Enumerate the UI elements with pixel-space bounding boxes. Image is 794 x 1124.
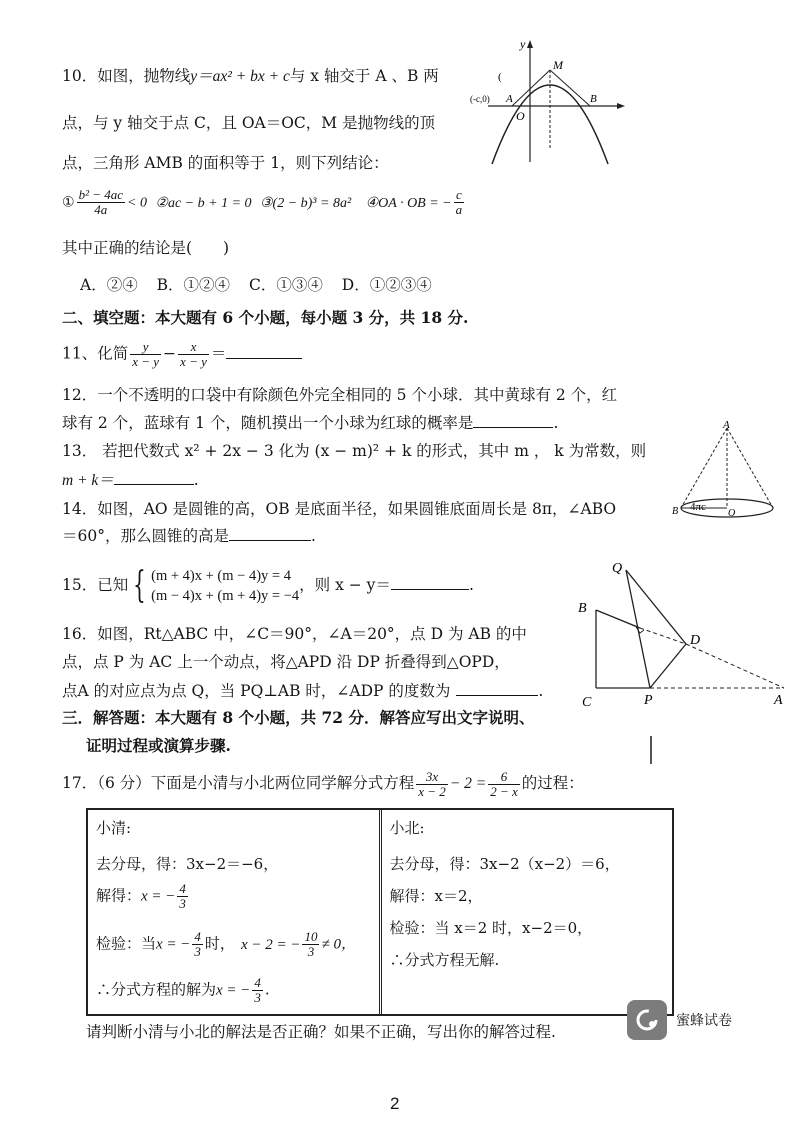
tri-label-a: A — [774, 693, 783, 708]
xiaobei-step2: 解得：x＝2， — [389, 887, 483, 905]
tri-label-d: D — [690, 633, 701, 648]
q15: 15．已知 { (m + 4)x + (m − 4)y = 4 (m − 4)x + (m + 4)y = −4 ，则 x − y＝ . — [62, 565, 474, 606]
xiaoqing-solution — [88, 810, 379, 1014]
q16-line2: 点，点 P 为 AC 上一个动点，将△APD 沿 DP 折叠得到△OPD， — [62, 653, 510, 671]
q14-line2: ＝60°，那么圆锥的高是 . — [62, 527, 316, 545]
xiaoqing-name: 小清: — [96, 819, 132, 837]
fig-handwritten-note: (-c,0) — [470, 94, 490, 104]
watermark-text: 蜜蜂试卷 — [676, 1013, 732, 1029]
fig-label-o: O — [516, 109, 525, 123]
xiaobei-name: 小北: — [389, 819, 425, 837]
q10-conclusions: ① $\frac{\text{b² − 4ac}}{4a}$ < 0 ②ac − b + 1 = 0 ③(2 − b)³ = 8a² ④OA · OB = − $\frac{c}{a}$ — [62, 187, 463, 217]
q17-footer: 请判断小清与小北的解法是否正确？如果不正确，写出你的解答过程. — [86, 1023, 556, 1041]
q14-answer-blank[interactable] — [229, 540, 311, 541]
page-number: 2 — [390, 1094, 400, 1113]
xiaoqing-step4: ∴分式方程的解为x = − $\frac{4}{3}$ . — [96, 975, 270, 1005]
q13-answer-blank[interactable] — [114, 484, 194, 485]
fig-label-y: y — [520, 37, 526, 51]
cone-figure — [672, 418, 782, 528]
fig-label-m: M — [553, 58, 563, 72]
q10-line2: 点，与 y 轴交于点 C，且 OA＝OC，M 是抛物线的顶 — [62, 114, 436, 132]
xiaobei-step1: 去分母，得：3x−2（x−2）＝6， — [389, 855, 620, 873]
cone-label-b: B — [672, 506, 679, 517]
q16-line3: 点A 的对应点为点 Q，当 PQ⊥AB 时，∠ADP 的度数为 . — [62, 682, 544, 700]
section-3-heading: 三．解答题：本大题有 8 个小题，共 72 分．解答应写出文字说明、 — [62, 708, 535, 727]
cone-label-o: O — [728, 508, 736, 519]
option-a: A．②④ — [80, 276, 138, 294]
tri-label-p: P — [644, 693, 653, 708]
cone-handwritten-note: 4πc — [690, 501, 706, 513]
q12-answer-blank[interactable] — [473, 427, 553, 428]
q15-answer-blank[interactable] — [391, 589, 469, 590]
q16-answer-blank[interactable] — [456, 695, 538, 696]
fig-label-b: B — [590, 93, 597, 105]
fig-label-a: A — [506, 93, 513, 105]
q10-question: 其中正确的结论是( ) — [62, 239, 230, 257]
option-b: B．①②④ — [156, 276, 231, 294]
tri-label-q: Q — [612, 561, 623, 576]
xiaoqing-step1: 去分母，得：3x−2＝−6， — [96, 855, 279, 873]
triangle-figure — [574, 558, 790, 712]
solutions-table — [86, 808, 674, 1016]
q10-line3: 点，三角形 AMB 的面积等于 1，则下列结论： — [62, 154, 389, 172]
fig-paren: ( — [498, 71, 502, 83]
bee-logo-icon — [627, 1000, 667, 1040]
xiaobei-step4: ∴分式方程无解. — [389, 951, 500, 969]
q13-line2: m + k＝ . — [62, 471, 199, 489]
xiaobei-step3: 检验：当 x＝2 时，x−2＝0， — [389, 919, 593, 937]
option-d: D．①②③④ — [341, 276, 432, 294]
q11-answer-blank[interactable] — [226, 358, 302, 359]
q14-line1: 14．如图，AO 是圆锥的高，OB 是底面半径，如果圆锥底面周长是 8π，∠ABO — [62, 500, 617, 518]
option-c: C．①③④ — [248, 276, 323, 294]
xiaobei-solution — [379, 810, 673, 1014]
q10-line1: 10．如图，抛物线y＝ax² + bx + c与 x 轴交于 A 、B 两 — [62, 67, 439, 85]
xiaoqing-step2: 解得：x = − $\frac{4}{3}$ — [96, 881, 186, 911]
q16-line1: 16．如图，Rt△ABC 中，∠C＝90°，∠A＝20°，点 D 为 AB 的中 — [62, 625, 527, 643]
tri-label-c: C — [582, 695, 592, 710]
q13-line1: 13． 若把代数式 x² + 2x − 3 化为 (x − m)² + k 的形式，其中 m ， k 为常数，则 — [62, 442, 647, 460]
q12-line2: 球有 2 个，蓝球有 1 个，随机摸出一个小球为红球的概率是 . — [62, 414, 559, 432]
q10-equation: y＝ax² + bx + c — [190, 68, 290, 85]
section-2-heading: 二、填空题：本大题有 6 个小题，每小题 3 分，共 18 分. — [62, 308, 469, 327]
cone-label-a: A — [723, 419, 730, 431]
q11: 11、化简 $\frac{y}{x - y}$ − $\frac{x}{x - y}$ ＝ — [62, 340, 302, 369]
xiaoqing-step3: 检验：当x = − $\frac{4}{3}$ 时， x − 2 = − $\frac{10}{3}$ ≠ 0， — [96, 929, 356, 959]
q12-line1: 12．一个不透明的口袋中有除颜色外完全相同的 5 个小球．其中黄球有 2 个，红 — [62, 386, 618, 404]
parabola-figure — [466, 36, 626, 166]
margin-mark — [650, 736, 652, 764]
tri-label-b: B — [578, 601, 587, 616]
q10-options — [80, 275, 432, 295]
q17-heading: 17．（6 分）下面是小清与小北两位同学解分式方程 $\frac{3x}{x - 2}$ − 2 = $\frac{6}{2 - x}$ 的过程： — [62, 768, 584, 799]
section-3-heading-cont: 证明过程或演算步骤. — [86, 736, 231, 755]
